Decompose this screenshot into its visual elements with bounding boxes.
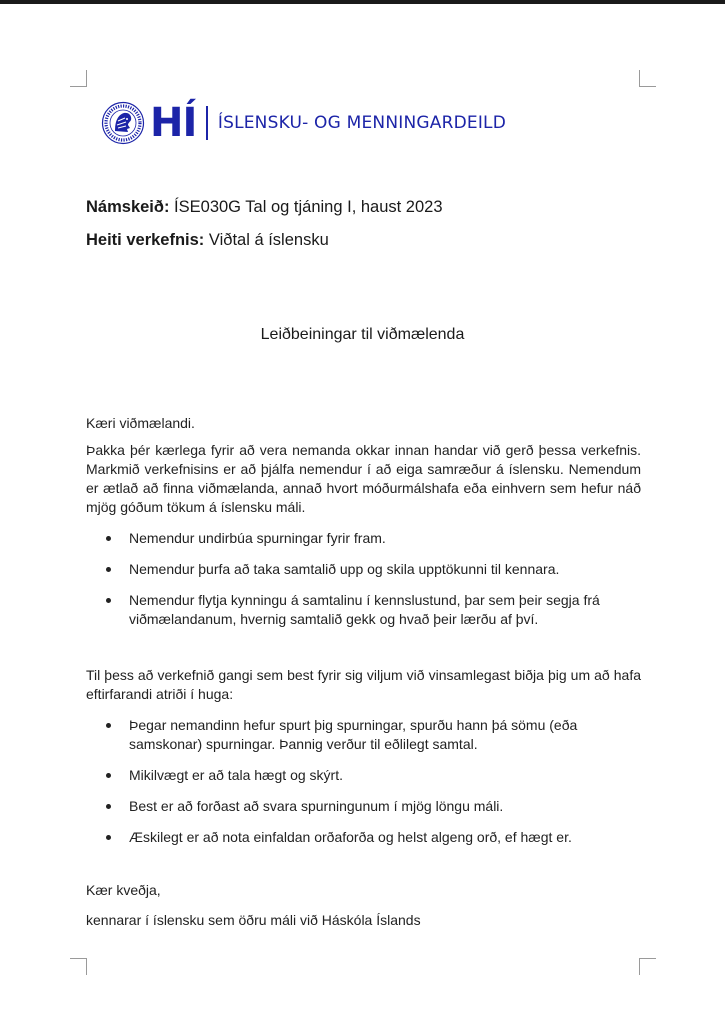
list-item-text: Þegar nemandinn hefur spurt þig spurningar, spurðu hann þá sömu (eða samskonar) spurningar. Þannig verður til eðlilegt samtal. — [129, 717, 578, 752]
crop-mark-top-left — [70, 70, 87, 87]
list-item — [86, 766, 641, 785]
course-value: ÍSE030G Tal og tjáning I, haust 2023 — [174, 198, 443, 216]
request-paragraph: Til þess að verkefnið gangi sem best fyrir sig viljum við vinsamlegast biðja þig um að hafa eftirfarandi atriði í huga: — [86, 667, 641, 702]
closing: Kær kveðja, — [86, 882, 161, 898]
guidelines-list — [86, 716, 641, 859]
list-item — [86, 560, 641, 579]
course-label: Námskeið: — [86, 198, 170, 216]
list-item — [86, 529, 641, 548]
assignment-line — [86, 231, 329, 250]
university-seal-icon — [101, 101, 145, 145]
bullet-icon — [106, 723, 111, 728]
list-item — [86, 591, 641, 629]
list-item-text: Best er að forðast að svara spurningunum í mjög löngu máli. — [129, 798, 504, 814]
logo-divider — [206, 106, 208, 140]
bullet-icon — [106, 567, 111, 572]
list-item-text: Nemendur undirbúa spurningar fyrir fram. — [129, 530, 386, 546]
crop-mark-top-right — [639, 70, 656, 87]
top-edge-bar — [0, 0, 725, 4]
greeting: Kæri viðmælandi. — [86, 415, 195, 431]
bullet-icon — [106, 835, 111, 840]
bullet-icon — [106, 773, 111, 778]
department-name: ÍSLENSKU- OG MENNINGARDEILD — [217, 113, 507, 133]
course-line — [86, 198, 443, 217]
list-item-text: Mikilvægt er að tala hægt og skýrt. — [129, 767, 343, 783]
hi-wordmark: HÍ — [150, 100, 197, 146]
list-item-text: Nemendur þurfa að taka samtalið upp og skila upptökunni til kennara. — [129, 561, 560, 577]
list-item — [86, 716, 641, 754]
signature: kennarar í íslensku sem öðru máli við Háskóla Íslands — [86, 912, 421, 928]
document-title: Leiðbeiningar til viðmælenda — [260, 326, 465, 343]
bullet-icon — [106, 598, 111, 603]
bullet-icon — [106, 536, 111, 541]
bullet-icon — [106, 804, 111, 809]
assignment-label: Heiti verkefnis: — [86, 231, 205, 249]
university-logo — [101, 100, 506, 146]
student-tasks-list — [86, 529, 641, 641]
list-item — [86, 797, 641, 816]
list-item — [86, 828, 641, 847]
intro-paragraph: Þakka þér kærlega fyrir að vera nemanda okkar innan handar við gerð þessa verkefnis. Markmið verkefnisins er að þjálfa nemendur í að eiga samræður á íslensku. Nemendum er ætlað að finna viðmælanda, annað hvort móðurmálshafa eða einhvern sem hefur náð mjög góðum tökum á íslensku máli. — [86, 442, 641, 515]
assignment-value: Viðtal á íslensku — [208, 231, 329, 249]
crop-mark-bottom-right — [639, 958, 656, 975]
list-item-text: Nemendur flytja kynningu á samtalinu í kennslustund, þar sem þeir segja frá viðmælandanum, hvernig samtalið gekk og hvað þeir lærðu af því. — [129, 592, 600, 627]
list-item-text: Æskilegt er að nota einfaldan orðaforða og helst algeng orð, ef hægt er. — [129, 829, 572, 845]
crop-mark-bottom-left — [70, 958, 87, 975]
